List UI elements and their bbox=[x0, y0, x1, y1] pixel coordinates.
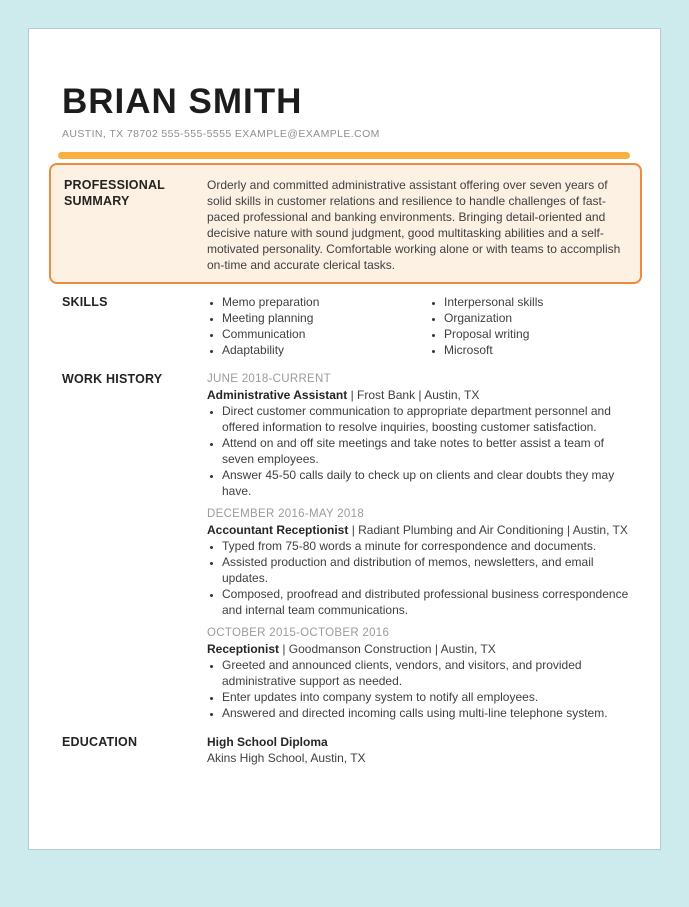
section-label-education: EDUCATION bbox=[62, 735, 138, 749]
job-bullet: • Composed, proofread and distributed professional business correspondence and internal team communications. bbox=[222, 586, 630, 618]
job-title-line bbox=[207, 522, 630, 538]
skill-item: • Organization bbox=[444, 310, 651, 326]
skill-item: • Interpersonal skills bbox=[444, 294, 651, 310]
jobs-container bbox=[207, 371, 630, 721]
job-bullet: • Answered and directed incoming calls using multi-line telephone system. bbox=[222, 705, 630, 721]
job-company-location: | Goodmanson Construction | Austin, TX bbox=[279, 642, 496, 656]
resume-contact-line: AUSTIN, TX 78702 555-555-5555 EXAMPLE@EXAMPLE.COM bbox=[62, 128, 380, 140]
job-title: Administrative Assistant bbox=[207, 388, 348, 402]
education-school: Akins High School, Austin, TX bbox=[207, 751, 366, 765]
accent-divider-bar bbox=[58, 152, 630, 159]
job-bullet: • Direct customer communication to appropriate department personnel and offered information to resolve inquiries, boosting customer satisfaction. bbox=[222, 403, 630, 435]
job-bullet: • Answer 45-50 calls daily to check up on clients and clear doubts they may have. bbox=[222, 467, 630, 499]
resume-page bbox=[28, 28, 661, 850]
professional-summary-text: Orderly and committed administrative assistant offering over seven years of solid skills in customer relations and resilience to handle challenges of fast-paced professional and banking environments. Bringing detail-oriented and decisive nature with sound judgment, good multitasking abilities and a self-motivated personality. Comfortable working alone or with teams to accomplish on-time and accurate clerical tasks. bbox=[207, 178, 621, 272]
job-title: Receptionist bbox=[207, 642, 280, 656]
education-degree: High School Diploma bbox=[207, 735, 328, 749]
skills-columns bbox=[207, 294, 651, 358]
job-bullets bbox=[207, 657, 630, 721]
professional-summary-section[interactable] bbox=[49, 163, 642, 284]
job-bullet: • Enter updates into company system to notify all employees. bbox=[222, 689, 630, 705]
skills-section bbox=[62, 294, 630, 358]
job-title: Accountant Receptionist bbox=[207, 523, 349, 537]
job-dates: JUNE 2018-CURRENT bbox=[207, 373, 331, 385]
job-entry bbox=[207, 506, 630, 618]
job-company-location: | Frost Bank | Austin, TX bbox=[347, 388, 480, 402]
section-label-skills: SKILLS bbox=[62, 295, 108, 309]
job-bullet: • Typed from 75-80 words a minute for correspondence and documents. bbox=[222, 538, 630, 554]
job-bullet: • Assisted production and distribution of memos, newsletters, and email updates. bbox=[222, 554, 630, 586]
skill-item: • Proposal writing bbox=[444, 326, 651, 342]
job-title-line bbox=[207, 641, 630, 657]
work-history-section bbox=[62, 371, 630, 721]
job-bullet: • Attend on and off site meetings and take notes to better assist a team of seven employees. bbox=[222, 435, 630, 467]
section-label-work-history: WORK HISTORY bbox=[62, 372, 163, 386]
resume-name: BRIAN SMITH bbox=[62, 82, 303, 121]
job-dates: OCTOBER 2015-OCTOBER 2016 bbox=[207, 627, 390, 639]
job-bullets bbox=[207, 403, 630, 499]
job-dates: DECEMBER 2016-MAY 2018 bbox=[207, 508, 365, 520]
job-title-line bbox=[207, 387, 630, 403]
job-entry bbox=[207, 625, 630, 721]
skills-column-1 bbox=[207, 294, 429, 358]
skill-item: • Microsoft bbox=[444, 342, 651, 358]
job-bullets bbox=[207, 538, 630, 618]
job-entry bbox=[207, 371, 630, 499]
skill-item: • Communication bbox=[222, 326, 429, 342]
skill-item: • Meeting planning bbox=[222, 310, 429, 326]
job-company-location: | Radiant Plumbing and Air Conditioning | Austin, TX bbox=[348, 523, 628, 537]
skills-column-2 bbox=[429, 294, 651, 358]
section-label-professional-summary: PROFESSIONAL SUMMARY bbox=[64, 178, 165, 208]
education-section bbox=[62, 734, 630, 766]
resume-header bbox=[62, 84, 630, 141]
job-bullet: • Greeted and announced clients, vendors, and visitors, and provided administrative support as needed. bbox=[222, 657, 630, 689]
skill-item: • Memo preparation bbox=[222, 294, 429, 310]
skill-item: • Adaptability bbox=[222, 342, 429, 358]
